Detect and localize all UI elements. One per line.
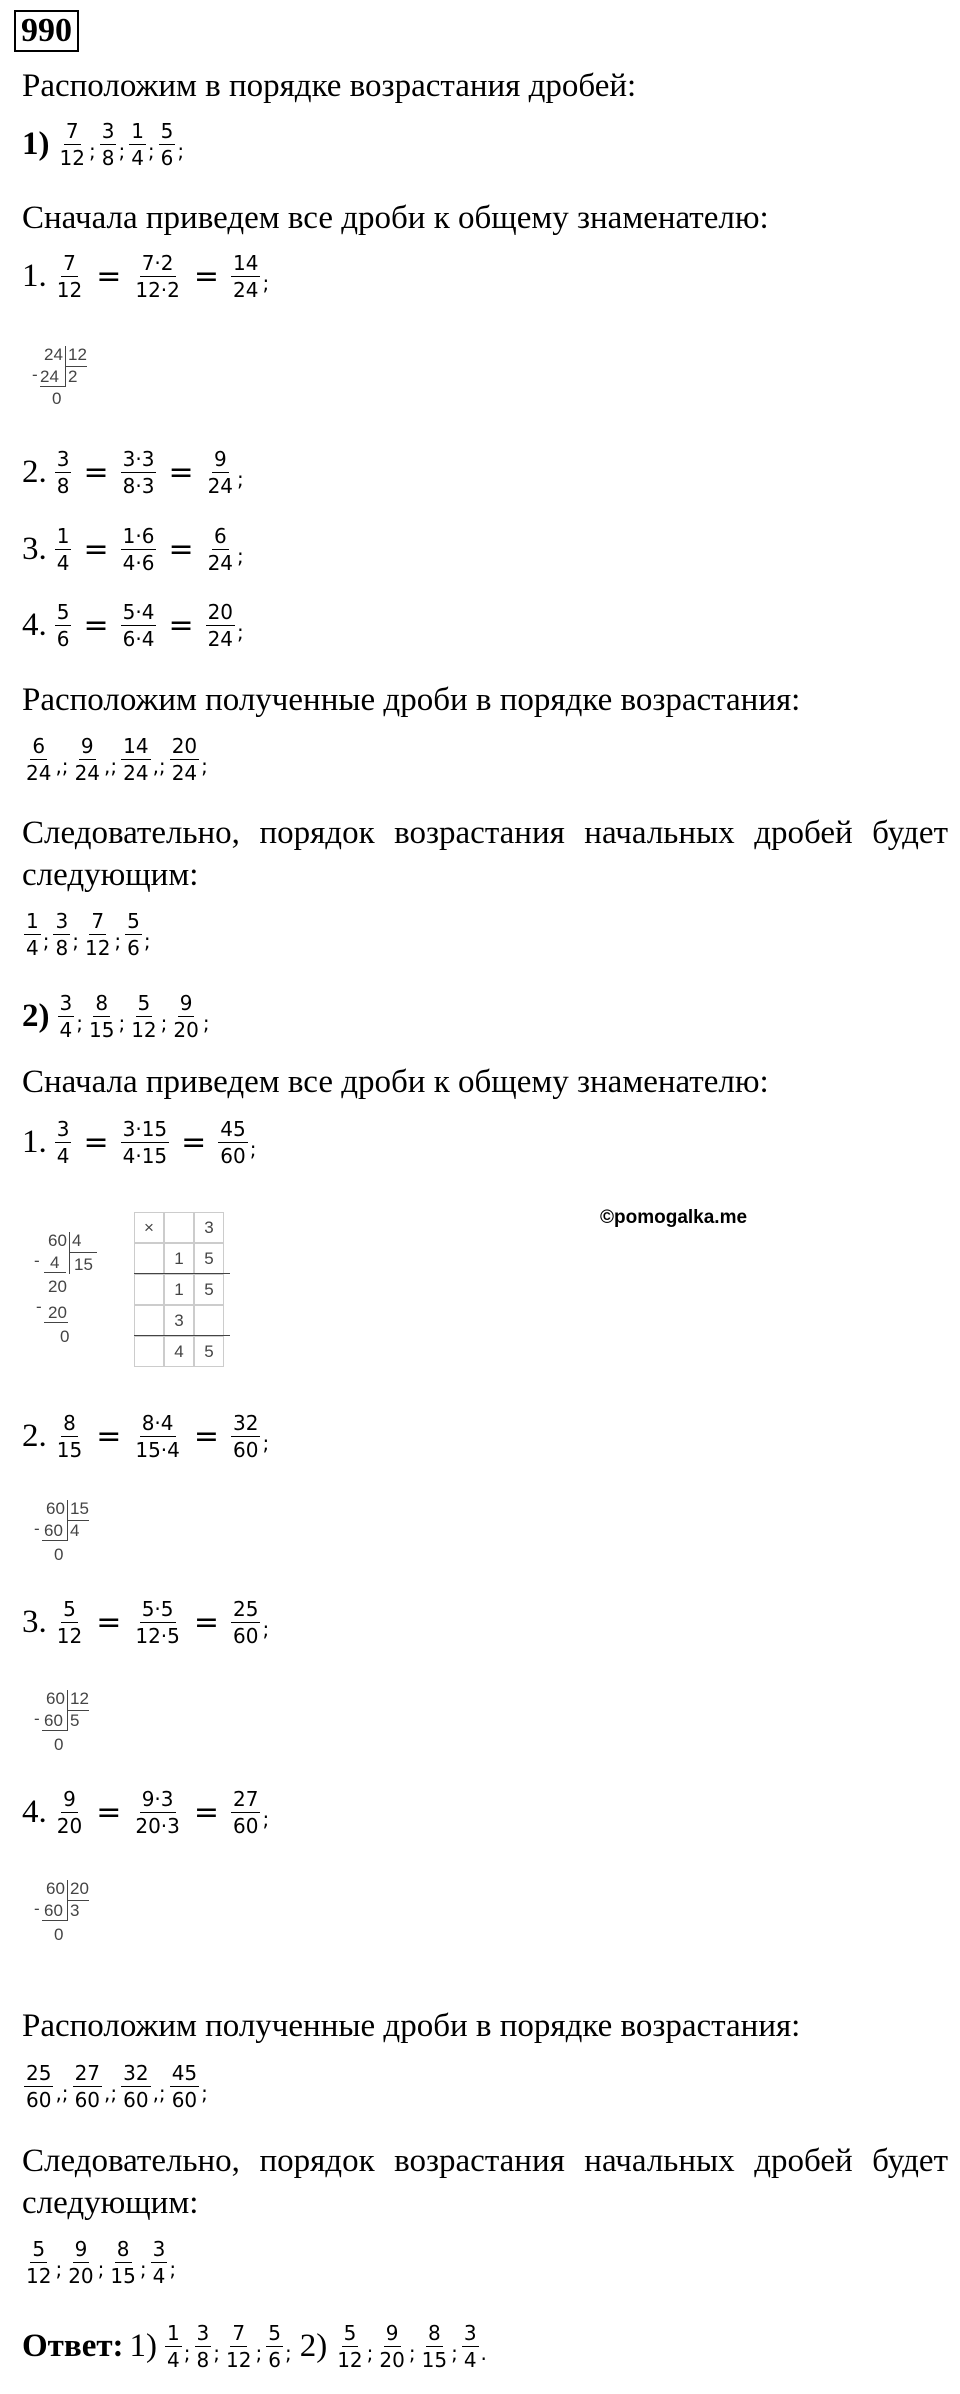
arrange-obtained-text-1: Расположим полученные дроби в порядке возрастания: bbox=[22, 682, 801, 718]
fraction: 5 6 bbox=[160, 119, 174, 170]
part2-fractions: 2) 3 4 ; 8 15 ; 5 12 ; 9 20 ; bbox=[22, 991, 210, 1042]
common-denominator-text-2: Сначала приведем все дроби к общему знаменателю: bbox=[22, 1064, 769, 1100]
part2-step-3: 3. $\frac{5}{12}$ = $\frac{5\cdot 5}{12\cdot 5}$ = $\frac{25}{60}$ ; bbox=[22, 1597, 270, 1648]
part2-step-4: 4. $\frac{9}{20}$ = $\frac{9\cdot 3}{20\cdot 3}$ = $\frac{27}{60}$ ; bbox=[22, 1787, 270, 1838]
part1-step-3: 3. $\frac{1}{4}$ = $\frac{1\cdot 6}{4\cdot 6}$ = $\frac{6}{24}$ ; bbox=[22, 524, 244, 575]
part1-step-2: 2. $\frac{3}{8}$ = $\frac{3\cdot 3}{8\cdot 3}$ = $\frac{9}{24}$ ; bbox=[22, 447, 244, 498]
intro-text: Расположим в порядке возрастания дробей: bbox=[22, 68, 637, 104]
part1-label: 1) bbox=[22, 126, 50, 162]
part1-fractions: 1) 7 12 ; 3 8 ; 1 4 ; 5 6 ; bbox=[22, 119, 185, 170]
final-answer: Ответ: 1) 1 4 ; 3 8 ; 7 12 ; 5 6 ; 2) 5 12 ; 9 20 ; 8 15 ; 3 4 . bbox=[22, 2321, 487, 2372]
conclusion-text-1: Следовательно, порядок возрастания начальных дробей будет следующим: bbox=[22, 815, 948, 893]
part1-step-4: 4. $\frac{5}{6}$ = $\frac{5\cdot 4}{6\cdot 4}$ = $\frac{20}{24}$ ; bbox=[22, 600, 244, 651]
watermark: ©pomogalka.me bbox=[600, 1207, 748, 1228]
fraction: 7 12 bbox=[59, 119, 85, 170]
part2-order: 5 12 ; 9 20 ; 8 15 ; 3 4 ; bbox=[26, 2237, 177, 2288]
part1-sorted: 6 24 ,; 9 24 ,; 14 24 ,; 20 24 ; bbox=[26, 734, 208, 785]
part1-order: 1 4 ; 3 8 ; 7 12 ; 5 6 ; bbox=[26, 909, 151, 960]
task-number: 990 bbox=[14, 10, 79, 52]
part2-label: 2) bbox=[22, 998, 50, 1034]
part2-step-1: 1. $\frac{3}{4}$ = $\frac{3\cdot 15}{4\cdot 15}$ = $\frac{45}{60}$ ; bbox=[22, 1117, 257, 1168]
fraction: 1 4 bbox=[131, 119, 144, 170]
conclusion-text-2: Следовательно, порядок возрастания начальных дробей будет следующим: bbox=[22, 2143, 948, 2221]
part2-step-2: 2. $\frac{8}{15}$ = $\frac{8\cdot 4}{15\cdot 4}$ = $\frac{32}{60}$ ; bbox=[22, 1411, 270, 1462]
fraction: 3 8 bbox=[101, 119, 115, 170]
part1-step-1: 1. $\frac{7}{12}$ = $\frac{7\cdot 2}{12\cdot 2}$ = $\frac{14}{24}$ ; bbox=[22, 251, 270, 302]
multiplication-grid: × 3 1 5 1 5 3 4 5 bbox=[134, 1212, 234, 1376]
part2-sorted: 25 60 ,; 27 60 ,; 32 60 ,; 45 60 ; bbox=[26, 2061, 208, 2112]
answer-label: Ответ: bbox=[22, 2328, 124, 2364]
common-denominator-text-1: Сначала приведем все дроби к общему знаменателю: bbox=[22, 200, 769, 236]
arrange-obtained-text-2: Расположим полученные дроби в порядке возрастания: bbox=[22, 2008, 801, 2044]
